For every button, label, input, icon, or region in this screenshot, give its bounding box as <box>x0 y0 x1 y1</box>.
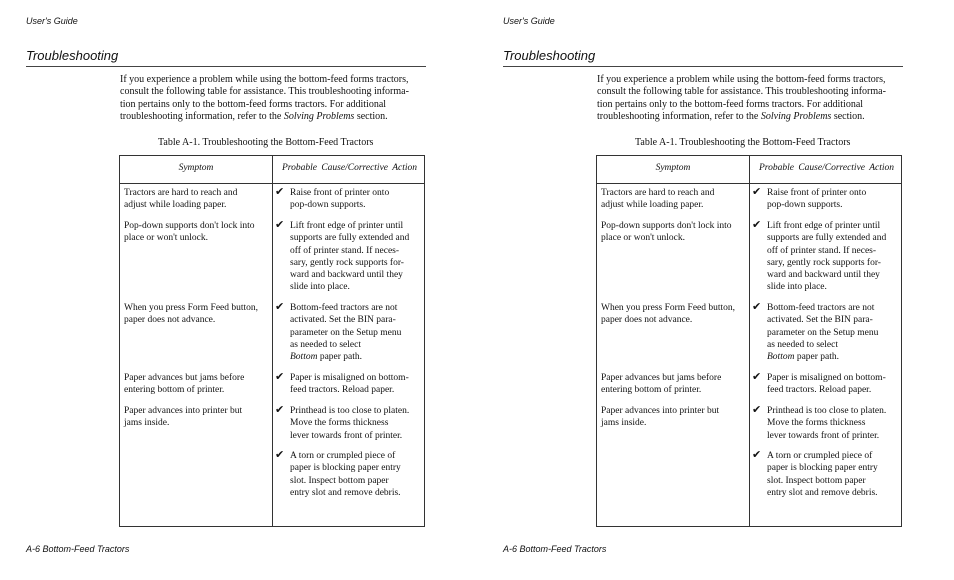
action-line: pop-down supports. <box>767 200 843 211</box>
symptom-line: When you press Form Feed button, <box>601 303 736 313</box>
action-line: activated. Set the BIN para- <box>290 315 396 326</box>
intro-line: tion pertains only to the bottom-feed forms tractors. For additional <box>597 98 864 110</box>
action-cell <box>275 370 424 397</box>
symptom-cell <box>124 220 272 245</box>
action-line: Lift front edge of printer until <box>290 221 404 231</box>
intro-paragraph <box>120 74 426 123</box>
symptom-line: paper does not advance. <box>124 315 216 326</box>
action-line: as needed to select <box>767 339 838 350</box>
symptom-line: adjust while loading paper. <box>124 200 227 211</box>
checkmark-icon: ✔ <box>752 300 762 313</box>
symptom-line: When you press Form Feed button, <box>124 303 259 313</box>
action-line: entry slot and remove debris. <box>290 487 401 498</box>
intro-line: consult the following table for assistance. This troubleshooting informa- <box>597 86 886 98</box>
action-line: Move the forms thickness <box>767 418 866 429</box>
header-divider <box>120 183 424 184</box>
action-line <box>767 351 901 363</box>
symptom-cell <box>601 302 749 327</box>
symptom-cell <box>124 302 272 327</box>
symptom-line: entering bottom of printer. <box>601 385 702 396</box>
symptom-cell <box>124 187 272 212</box>
symptom-line: Pop-down supports don't lock into <box>124 221 255 231</box>
action-line: Printhead is too close to platen. <box>290 406 410 416</box>
page-footer: A-6 Bottom-Feed Tractors <box>26 544 130 554</box>
symptom-line: place or won't unlock. <box>601 233 686 244</box>
action-line <box>290 351 424 363</box>
action-line: pop-down supports. <box>290 200 366 211</box>
action-line: parameter on the Setup menu <box>290 327 402 338</box>
running-header: User's Guide <box>26 16 78 26</box>
action-line: Paper is misaligned on bottom- <box>290 373 409 383</box>
action-cell <box>752 218 901 294</box>
action-cell <box>752 370 901 397</box>
action-text: paper path. <box>794 352 840 363</box>
symptom-line: Paper advances into printer but <box>124 406 243 416</box>
bottom-path-term: Bottom <box>767 352 795 363</box>
action-line: slot. Inspect bottom paper <box>290 475 389 486</box>
section-title: Troubleshooting <box>503 48 596 63</box>
symptom-line: adjust while loading paper. <box>601 200 704 211</box>
action-line: Bottom-feed tractors are not <box>767 303 875 313</box>
action-line: ward and backward until they <box>290 270 403 281</box>
action-line: paper is blocking paper entry <box>767 463 878 474</box>
table-caption: Table A-1. Troubleshooting the Bottom-Feed Tractors <box>635 137 851 148</box>
checkmark-icon: ✔ <box>275 448 285 461</box>
action-cell <box>275 403 424 442</box>
intro-line: consult the following table for assistance. This troubleshooting informa- <box>120 86 409 98</box>
action-line: supports are fully extended and <box>767 233 887 244</box>
action-line: Bottom-feed tractors are not <box>290 303 398 313</box>
checkmark-icon: ✔ <box>752 403 762 416</box>
section-title: Troubleshooting <box>26 48 119 63</box>
action-line: slide into place. <box>767 282 827 293</box>
header-cause: Probable Cause/Corrective Action <box>281 163 418 173</box>
symptom-line: Tractors are hard to reach and <box>601 188 715 198</box>
intro-line: If you experience a problem while using the bottom-feed forms tractors, <box>597 74 886 85</box>
action-line: slide into place. <box>290 282 350 293</box>
action-cell <box>275 185 424 212</box>
action-line: Move the forms thickness <box>290 418 389 429</box>
checkmark-icon: ✔ <box>275 403 285 416</box>
intro-line <box>120 111 426 123</box>
checkmark-icon: ✔ <box>752 370 762 383</box>
intro-line <box>597 111 903 123</box>
column-divider <box>749 156 750 526</box>
header-symptom: Symptom <box>655 163 691 173</box>
page-right <box>477 0 954 580</box>
troubleshooting-table <box>119 155 425 527</box>
checkmark-icon: ✔ <box>275 185 285 198</box>
page-footer: A-6 Bottom-Feed Tractors <box>503 544 607 554</box>
action-line: off of printer stand. If neces- <box>290 245 400 256</box>
action-text: paper path. <box>317 352 363 363</box>
bottom-path-term: Bottom <box>290 352 318 363</box>
action-line: as needed to select <box>290 339 361 350</box>
section-rule <box>503 66 903 67</box>
action-cell <box>752 448 901 499</box>
action-cell <box>275 448 424 499</box>
intro-text: section. <box>831 110 865 122</box>
action-line: entry slot and remove debris. <box>767 487 878 498</box>
table-caption: Table A-1. Troubleshooting the Bottom-Feed Tractors <box>158 137 374 148</box>
action-line: Paper is misaligned on bottom- <box>767 373 886 383</box>
checkmark-icon: ✔ <box>752 448 762 461</box>
action-line: lever towards front of printer. <box>290 430 403 441</box>
solving-problems-ref: Solving Problems <box>760 110 832 122</box>
symptom-line: jams inside. <box>124 418 170 429</box>
running-header: User's Guide <box>503 16 555 26</box>
action-line: A torn or crumpled piece of <box>767 451 873 461</box>
action-line: ward and backward until they <box>767 270 880 281</box>
action-cell <box>752 185 901 212</box>
symptom-cell <box>601 187 749 212</box>
column-divider <box>272 156 273 526</box>
action-line: feed tractors. Reload paper. <box>290 385 395 396</box>
action-line: Printhead is too close to platen. <box>767 406 887 416</box>
action-line: Lift front edge of printer until <box>767 221 881 231</box>
symptom-cell <box>124 405 272 430</box>
symptom-cell <box>124 372 272 397</box>
symptom-line: Paper advances into printer but <box>601 406 720 416</box>
action-line: Raise front of printer onto <box>290 188 390 198</box>
checkmark-icon: ✔ <box>275 218 285 231</box>
symptom-line: Tractors are hard to reach and <box>124 188 238 198</box>
checkmark-icon: ✔ <box>275 370 285 383</box>
action-cell <box>752 300 901 363</box>
action-line: activated. Set the BIN para- <box>767 315 873 326</box>
header-symptom: Symptom <box>178 163 214 173</box>
action-line: feed tractors. Reload paper. <box>767 385 872 396</box>
action-line: sary, gently rock supports for- <box>767 257 881 268</box>
intro-paragraph <box>597 74 903 123</box>
action-line: parameter on the Setup menu <box>767 327 879 338</box>
troubleshooting-table <box>596 155 902 527</box>
intro-text: section. <box>354 110 388 122</box>
checkmark-icon: ✔ <box>275 300 285 313</box>
intro-text: troubleshooting information, refer to the <box>120 110 284 122</box>
action-cell <box>275 218 424 294</box>
action-line: A torn or crumpled piece of <box>290 451 396 461</box>
header-divider <box>597 183 901 184</box>
action-line: paper is blocking paper entry <box>290 463 401 474</box>
action-cell <box>752 403 901 442</box>
action-line: off of printer stand. If neces- <box>767 245 877 256</box>
action-line: sary, gently rock supports for- <box>290 257 404 268</box>
intro-text: troubleshooting information, refer to the <box>597 110 761 122</box>
section-rule <box>26 66 426 67</box>
action-line: slot. Inspect bottom paper <box>767 475 866 486</box>
header-cause: Probable Cause/Corrective Action <box>758 163 895 173</box>
symptom-line: Paper advances but jams before <box>601 373 722 383</box>
checkmark-icon: ✔ <box>752 185 762 198</box>
symptom-line: entering bottom of printer. <box>124 385 225 396</box>
symptom-cell <box>601 405 749 430</box>
action-line: supports are fully extended and <box>290 233 410 244</box>
action-line: Raise front of printer onto <box>767 188 867 198</box>
solving-problems-ref: Solving Problems <box>283 110 355 122</box>
symptom-line: jams inside. <box>601 418 647 429</box>
checkmark-icon: ✔ <box>752 218 762 231</box>
symptom-line: Pop-down supports don't lock into <box>601 221 732 231</box>
symptom-cell <box>601 372 749 397</box>
symptom-cell <box>601 220 749 245</box>
action-line: lever towards front of printer. <box>767 430 880 441</box>
intro-line: tion pertains only to the bottom-feed forms tractors. For additional <box>120 98 387 110</box>
symptom-line: Paper advances but jams before <box>124 373 245 383</box>
symptom-line: paper does not advance. <box>601 315 693 326</box>
intro-line: If you experience a problem while using the bottom-feed forms tractors, <box>120 74 409 85</box>
action-cell <box>275 300 424 363</box>
symptom-line: place or won't unlock. <box>124 233 209 244</box>
